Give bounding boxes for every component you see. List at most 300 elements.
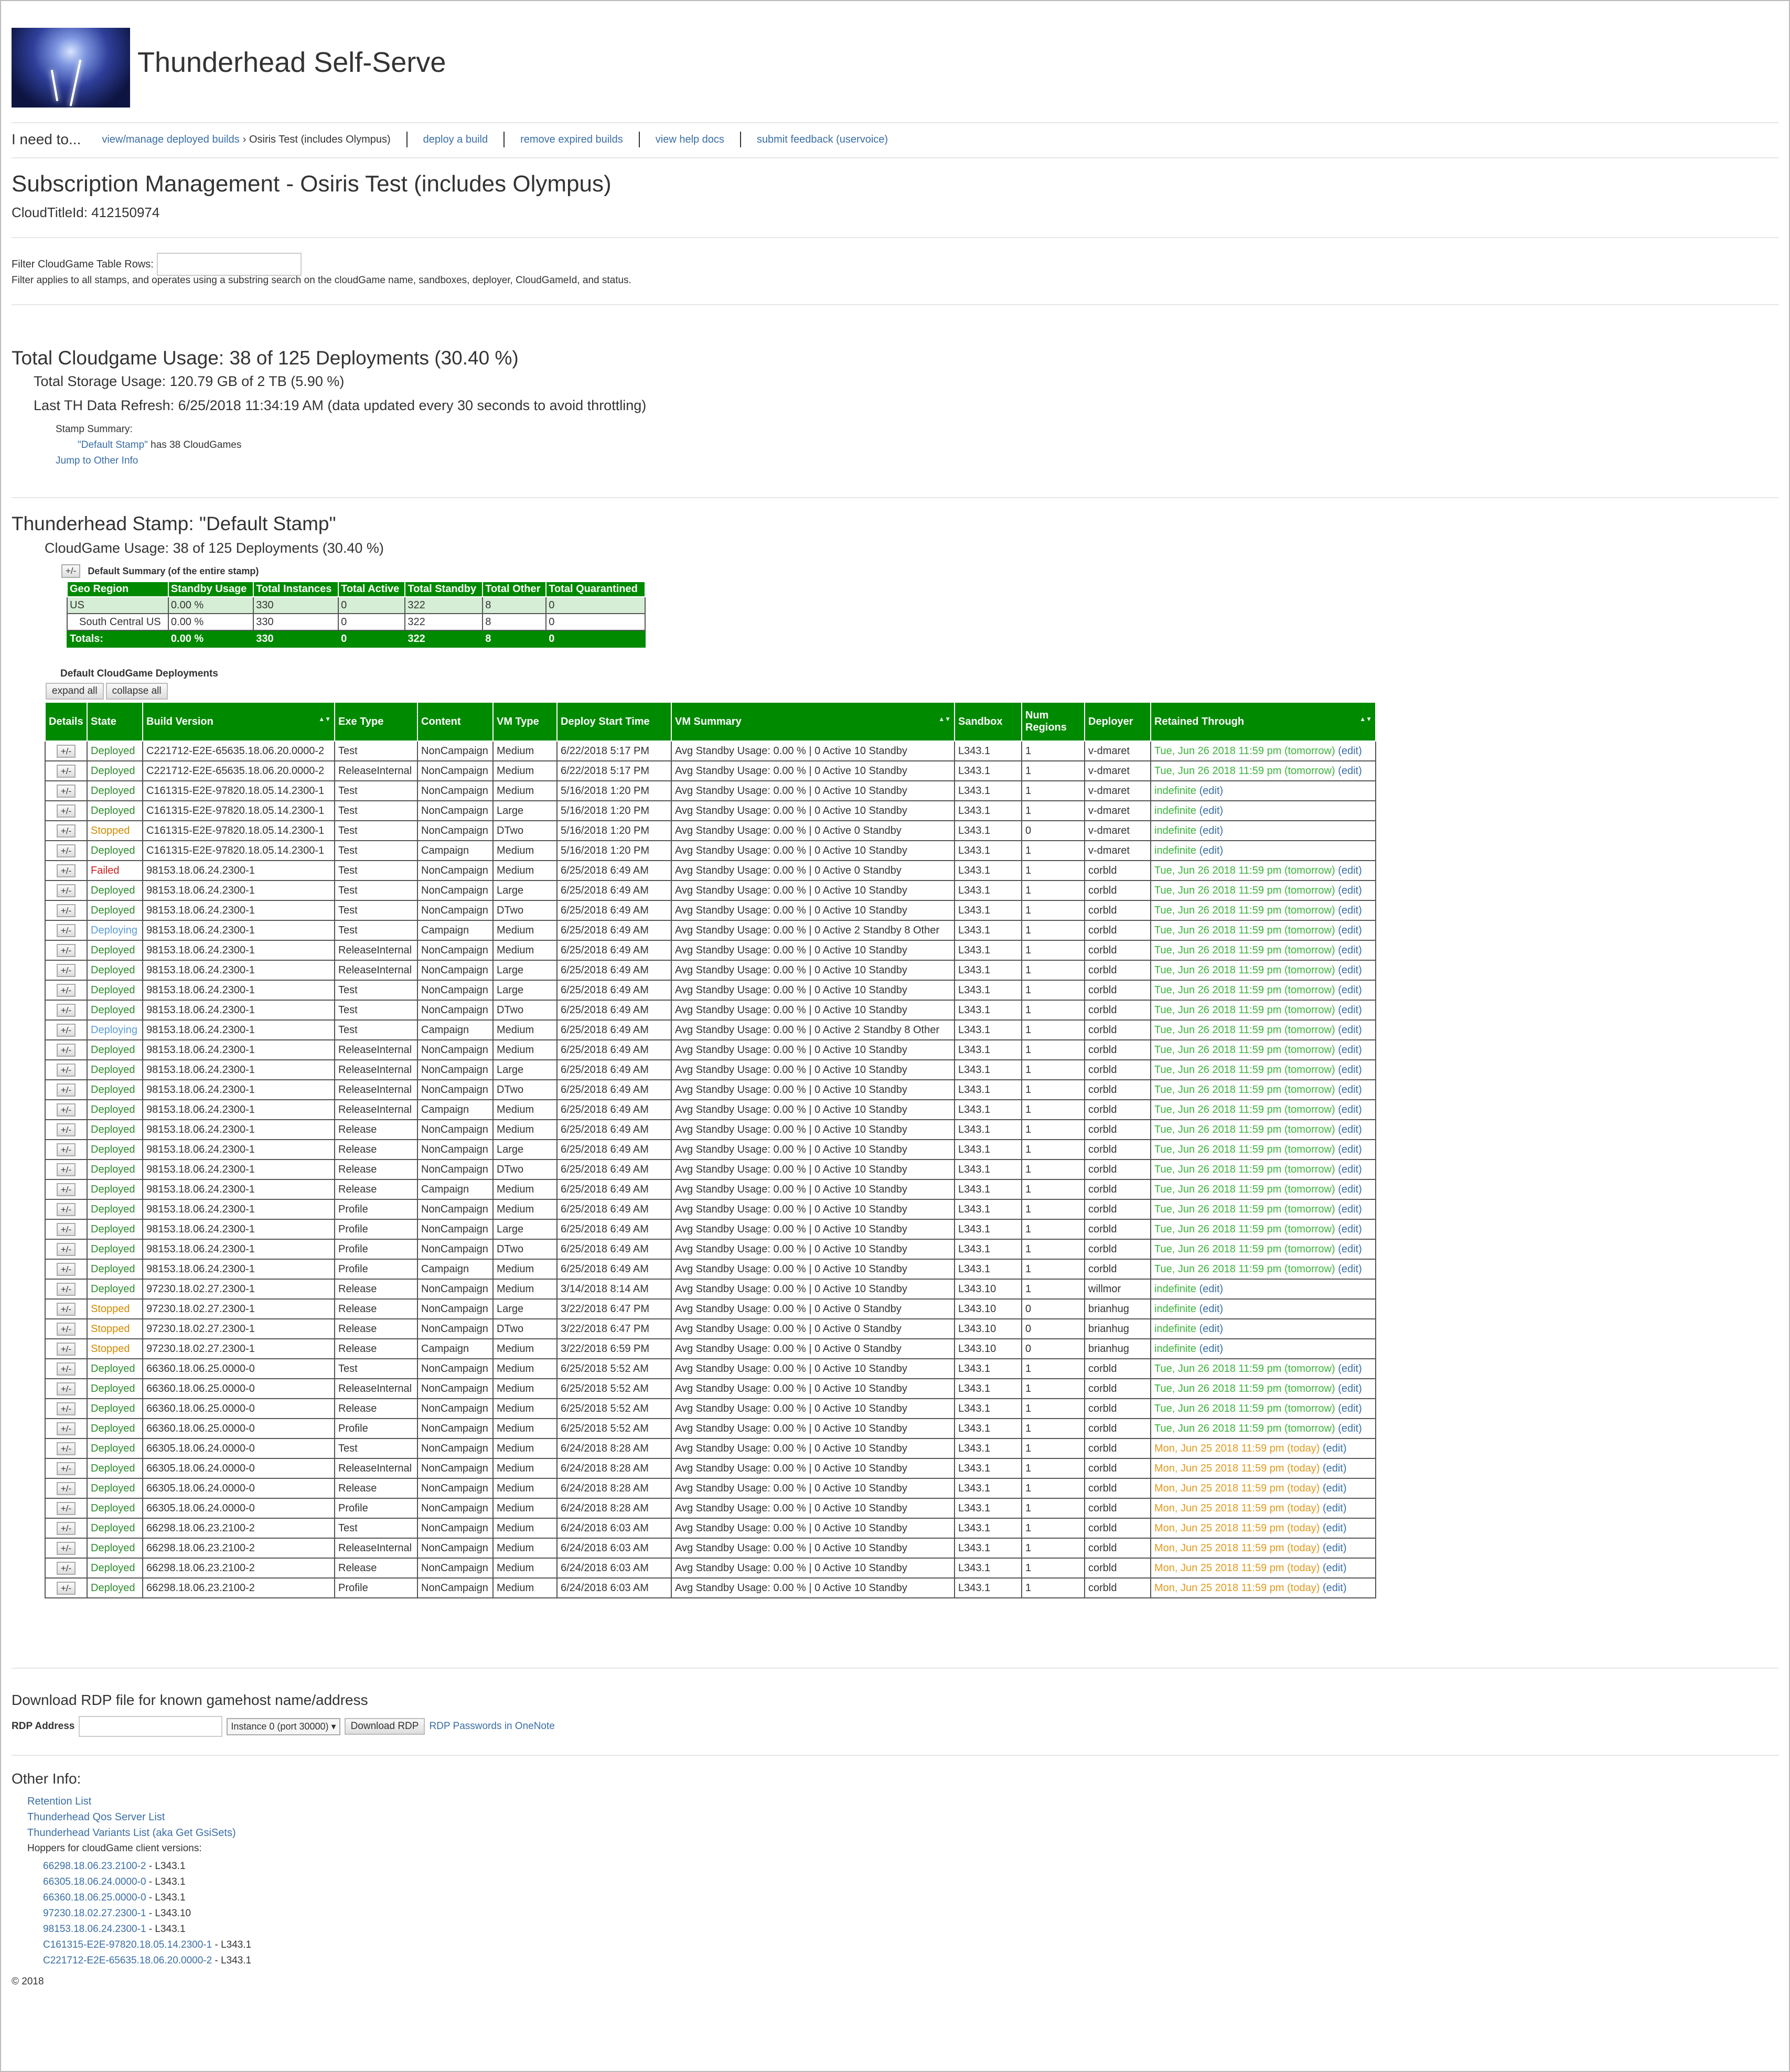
hopper-link[interactable]: 66305.18.06.24.0000-0 (43, 1876, 146, 1887)
retained-cell (1151, 1219, 1376, 1239)
edit-link[interactable]: (edit) (1322, 1582, 1347, 1594)
edit-link[interactable]: (edit) (1322, 1462, 1347, 1474)
row-toggle-button[interactable]: +/- (57, 765, 76, 778)
row-toggle-button[interactable]: +/- (57, 1362, 76, 1376)
details-cell (45, 861, 87, 881)
edit-link[interactable]: (edit) (1199, 824, 1224, 836)
retained-value: indefinite (1154, 1283, 1197, 1295)
exe-type-cell: Profile (335, 1578, 417, 1598)
row-toggle-button[interactable]: +/- (57, 964, 76, 977)
table-row (45, 1179, 1376, 1199)
num-regions-cell: 1 (1022, 1100, 1085, 1120)
build-version-cell: 98153.18.06.24.2300-1 (143, 960, 335, 980)
exe-type-cell: Test (335, 841, 417, 861)
row-toggle-button[interactable]: +/- (57, 1083, 76, 1097)
edit-link[interactable]: (edit) (1338, 1143, 1362, 1155)
row-toggle-button[interactable]: +/- (57, 1024, 76, 1037)
collapse-all-button[interactable]: collapse all (106, 683, 168, 700)
divider (12, 122, 1779, 123)
sandbox-cell: L343.1 (955, 940, 1022, 960)
row-toggle-button[interactable]: +/- (57, 1422, 76, 1435)
sandbox-cell: L343.1 (955, 881, 1022, 900)
row-toggle-button[interactable]: +/- (57, 1203, 76, 1216)
edit-link[interactable]: (edit) (1199, 1323, 1224, 1335)
row-toggle-button[interactable]: +/- (57, 844, 76, 857)
edit-link[interactable]: (edit) (1338, 904, 1362, 916)
exe-type-cell: Release (335, 1339, 417, 1359)
edit-link[interactable]: (edit) (1338, 884, 1362, 896)
rdp-passwords-link[interactable]: RDP Passwords in OneNote (429, 1721, 555, 1732)
edit-link[interactable]: (edit) (1338, 1203, 1362, 1215)
row-toggle-button[interactable]: +/- (57, 1044, 76, 1057)
state-cell: Failed (87, 861, 143, 881)
vm-type-cell: DTwo (493, 900, 557, 920)
summary-cell: 0.00 % (168, 614, 253, 630)
row-toggle-button[interactable]: +/- (57, 1323, 76, 1336)
vm-type-cell: Medium (493, 1419, 557, 1438)
edit-link[interactable]: (edit) (1322, 1442, 1347, 1454)
nav-remove-expired-link[interactable]: remove expired builds (520, 133, 623, 145)
build-version-cell: 66305.18.06.24.0000-0 (143, 1458, 335, 1478)
retained-value: Tue, Jun 26 2018 11:59 pm (tomorrow) (1154, 1163, 1335, 1175)
num-regions-cell: 1 (1022, 1458, 1085, 1478)
num-regions-cell: 1 (1022, 1040, 1085, 1060)
retention-list-link[interactable]: Retention List (27, 1796, 92, 1807)
vm-type-cell: Medium (493, 1359, 557, 1379)
row-toggle-button[interactable]: +/- (57, 824, 76, 838)
nav-feedback-link[interactable]: submit feedback (uservoice) (756, 133, 888, 145)
edit-link[interactable]: (edit) (1199, 1283, 1224, 1295)
table-row (45, 1538, 1376, 1558)
variants-list-link[interactable]: Thunderhead Variants List (aka Get GsiSets) (27, 1827, 236, 1839)
row-toggle-button[interactable]: +/- (57, 864, 76, 877)
column-header[interactable] (557, 702, 671, 741)
retained-cell (1151, 900, 1376, 920)
column-header[interactable] (1151, 702, 1376, 741)
hopper-link[interactable]: 98153.18.06.24.2300-1 (43, 1924, 146, 1935)
hopper-link[interactable]: C221712-E2E-65635.18.06.20.0000-2 (43, 1955, 212, 1966)
deploy-start-cell: 6/25/2018 5:52 AM (557, 1419, 671, 1438)
exe-type-cell: ReleaseInternal (335, 1060, 417, 1080)
row-toggle-button[interactable]: +/- (57, 1303, 76, 1316)
exe-type-cell: Test (335, 1359, 417, 1379)
row-toggle-button[interactable]: +/- (57, 1502, 76, 1515)
edit-link[interactable]: (edit) (1322, 1482, 1347, 1494)
instance-select-value: Instance 0 (port 30000) (231, 1721, 329, 1732)
retained-cell (1151, 1379, 1376, 1399)
exe-type-cell: Release (335, 1120, 417, 1140)
vm-summary-cell: Avg Standby Usage: 0.00 % | 0 Active 10 Standby (671, 1160, 955, 1179)
retained-value: indefinite (1154, 785, 1197, 797)
row-toggle-button[interactable]: +/- (57, 904, 76, 917)
column-header[interactable] (335, 702, 417, 741)
deployer-cell: corbld (1085, 1359, 1151, 1379)
edit-link[interactable]: (edit) (1338, 1402, 1362, 1414)
edit-link[interactable]: (edit) (1199, 844, 1224, 856)
state-cell: Deployed (87, 980, 143, 1000)
filter-input[interactable] (157, 253, 302, 276)
build-version-cell: 98153.18.06.24.2300-1 (143, 1020, 335, 1040)
edit-link[interactable]: (edit) (1338, 1083, 1362, 1096)
num-regions-cell: 1 (1022, 801, 1085, 821)
retained-cell (1151, 1419, 1376, 1438)
row-toggle-button[interactable]: +/- (57, 984, 76, 997)
row-toggle-button[interactable]: +/- (57, 924, 76, 937)
edit-link[interactable]: (edit) (1338, 1064, 1362, 1076)
page-title: Subscription Management - Osiris Test (includes Olympus) (12, 171, 612, 197)
sandbox-cell: L343.1 (955, 1578, 1022, 1598)
deployer-cell: corbld (1085, 1140, 1151, 1160)
details-cell (45, 960, 87, 980)
summary-cell: 0 (546, 630, 645, 647)
build-version-cell: C221712-E2E-65635.18.06.20.0000-2 (143, 761, 335, 781)
column-header[interactable] (1022, 702, 1085, 741)
deploy-start-cell: 6/25/2018 6:49 AM (557, 1160, 671, 1179)
divider (12, 1668, 1779, 1669)
row-toggle-button[interactable]: +/- (57, 1183, 76, 1196)
retained-cell (1151, 1558, 1376, 1578)
vm-summary-cell: Avg Standby Usage: 0.00 % | 0 Active 10 Standby (671, 1379, 955, 1399)
edit-link[interactable]: (edit) (1338, 1103, 1362, 1115)
exe-type-cell: Test (335, 1020, 417, 1040)
edit-link[interactable]: (edit) (1199, 1303, 1224, 1315)
edit-link[interactable]: (edit) (1338, 924, 1362, 936)
table-row (45, 940, 1376, 960)
column-header[interactable] (1085, 702, 1151, 741)
edit-link[interactable]: (edit) (1199, 804, 1224, 817)
retained-cell (1151, 841, 1376, 861)
build-version-cell: 98153.18.06.24.2300-1 (143, 1219, 335, 1239)
vm-summary-cell: Avg Standby Usage: 0.00 % | 0 Active 0 Standby (671, 1299, 955, 1319)
vm-type-cell: Large (493, 801, 557, 821)
sandbox-cell: L343.1 (955, 1359, 1022, 1379)
edit-link[interactable]: (edit) (1338, 984, 1362, 996)
nav-help-docs-link[interactable]: view help docs (655, 133, 724, 145)
edit-link[interactable]: (edit) (1322, 1542, 1347, 1554)
vm-type-cell: Large (493, 1219, 557, 1239)
vm-type-cell: Medium (493, 1478, 557, 1498)
row-toggle-button[interactable]: +/- (57, 884, 76, 897)
download-rdp-button[interactable]: Download RDP (345, 1718, 425, 1735)
row-toggle-button[interactable]: +/- (57, 804, 76, 818)
edit-link[interactable]: (edit) (1338, 1243, 1362, 1255)
sandbox-cell: L343.1 (955, 1558, 1022, 1578)
vm-type-cell: Medium (493, 1518, 557, 1538)
sort-icon: ▲▼ (318, 715, 331, 723)
content-cell: NonCampaign (417, 1458, 493, 1478)
edit-link[interactable]: (edit) (1322, 1522, 1347, 1534)
content-cell: NonCampaign (417, 1060, 493, 1080)
nav-deploy-build-link[interactable]: deploy a build (423, 133, 488, 145)
exe-type-cell: Profile (335, 1219, 417, 1239)
edit-link[interactable]: (edit) (1338, 1044, 1362, 1056)
vm-summary-cell: Avg Standby Usage: 0.00 % | 0 Active 10 Standby (671, 761, 955, 781)
vm-summary-cell: Avg Standby Usage: 0.00 % | 0 Active 10 Standby (671, 781, 955, 801)
nav-separator (503, 132, 505, 147)
details-cell (45, 781, 87, 801)
edit-link[interactable]: (edit) (1338, 1263, 1362, 1275)
hopper-link[interactable]: 66360.18.06.25.0000-0 (43, 1892, 146, 1903)
table-row (45, 881, 1376, 900)
edit-link[interactable]: (edit) (1338, 1362, 1362, 1375)
sandbox-cell: L343.1 (955, 900, 1022, 920)
edit-link[interactable]: (edit) (1338, 864, 1362, 876)
details-cell (45, 920, 87, 940)
column-header[interactable] (493, 702, 557, 741)
column-header-label: Num Regions (1025, 710, 1067, 733)
summary-cell: 0.00 % (168, 630, 253, 647)
row-toggle-button[interactable]: +/- (57, 1243, 76, 1256)
instance-select[interactable] (227, 1718, 340, 1735)
vm-summary-cell: Avg Standby Usage: 0.00 % | 0 Active 10 Standby (671, 1538, 955, 1558)
retained-cell (1151, 1518, 1376, 1538)
state-cell: Deployed (87, 1160, 143, 1179)
summary-cell: 0 (338, 614, 405, 630)
num-regions-cell: 0 (1022, 821, 1085, 841)
row-toggle-button[interactable]: +/- (57, 745, 76, 758)
deploy-start-cell: 6/25/2018 6:49 AM (557, 1219, 671, 1239)
details-cell (45, 1558, 87, 1578)
content-cell: NonCampaign (417, 980, 493, 1000)
details-cell (45, 1419, 87, 1438)
column-header[interactable] (143, 702, 335, 741)
row-toggle-button[interactable]: +/- (57, 1482, 76, 1495)
exe-type-cell: Test (335, 741, 417, 761)
hopper-sandbox: - L343.1 (212, 1939, 252, 1950)
summary-totals-row (67, 630, 645, 647)
row-toggle-button[interactable]: +/- (57, 1064, 76, 1077)
column-header[interactable] (671, 702, 955, 741)
edit-link[interactable]: (edit) (1338, 1382, 1362, 1394)
edit-link[interactable]: (edit) (1338, 1183, 1362, 1195)
table-row (45, 1199, 1376, 1219)
retained-value: Tue, Jun 26 2018 11:59 pm (tomorrow) (1154, 944, 1335, 956)
num-regions-cell: 1 (1022, 1419, 1085, 1438)
row-toggle-button[interactable]: +/- (57, 1223, 76, 1236)
column-header-label: Exe Type (338, 715, 384, 727)
row-toggle-button[interactable]: +/- (57, 944, 76, 957)
deploy-start-cell: 6/25/2018 6:49 AM (557, 980, 671, 1000)
deployer-cell: v-dmaret (1085, 781, 1151, 801)
edit-link[interactable]: (edit) (1322, 1502, 1347, 1514)
hopper-sandbox: - L343.1 (146, 1861, 186, 1872)
details-cell (45, 1478, 87, 1498)
edit-link[interactable]: (edit) (1338, 1422, 1362, 1434)
summary-cell: 8 (483, 614, 546, 630)
deployer-cell: corbld (1085, 900, 1151, 920)
state-cell: Deployed (87, 1478, 143, 1498)
vm-type-cell: Medium (493, 741, 557, 761)
row-toggle-button[interactable]: +/- (57, 1542, 76, 1555)
row-toggle-button[interactable]: +/- (57, 1263, 76, 1276)
num-regions-cell: 1 (1022, 761, 1085, 781)
exe-type-cell: Test (335, 821, 417, 841)
retained-value: Tue, Jun 26 2018 11:59 pm (tomorrow) (1154, 964, 1335, 976)
retained-value: Tue, Jun 26 2018 11:59 pm (tomorrow) (1154, 1103, 1335, 1115)
edit-link[interactable]: (edit) (1199, 1343, 1224, 1355)
deploy-start-cell: 6/25/2018 6:49 AM (557, 1140, 671, 1160)
build-version-cell: 98153.18.06.24.2300-1 (143, 1160, 335, 1179)
content-cell: NonCampaign (417, 1299, 493, 1319)
table-row (45, 1359, 1376, 1379)
state-cell: Deployed (87, 960, 143, 980)
jump-other-info-link[interactable]: Jump to Other Info (56, 455, 138, 466)
row-toggle-button[interactable]: +/- (57, 1462, 76, 1475)
content-cell: NonCampaign (417, 861, 493, 881)
vm-summary-cell: Avg Standby Usage: 0.00 % | 0 Active 10 Standby (671, 1219, 955, 1239)
details-cell (45, 1199, 87, 1219)
exe-type-cell: ReleaseInternal (335, 960, 417, 980)
stamp-count: has 38 CloudGames (147, 439, 242, 450)
build-version-cell: 98153.18.06.24.2300-1 (143, 1120, 335, 1140)
table-row (45, 1140, 1376, 1160)
details-cell (45, 1120, 87, 1140)
sandbox-cell: L343.1 (955, 1000, 1022, 1020)
vm-type-cell: Medium (493, 861, 557, 881)
sandbox-cell: L343.1 (955, 861, 1022, 881)
row-toggle-button[interactable]: +/- (57, 1343, 76, 1356)
row-toggle-button[interactable]: +/- (57, 1103, 76, 1116)
stamp-link[interactable]: "Default Stamp" (78, 439, 148, 450)
vm-summary-cell: Avg Standby Usage: 0.00 % | 0 Active 10 Standby (671, 1199, 955, 1219)
details-cell (45, 1379, 87, 1399)
exe-type-cell: Test (335, 781, 417, 801)
hopper-link[interactable]: 66298.18.06.23.2100-2 (43, 1861, 146, 1872)
expand-all-button[interactable]: expand all (46, 683, 104, 700)
retained-value: Tue, Jun 26 2018 11:59 pm (tomorrow) (1154, 1123, 1335, 1135)
column-header[interactable] (87, 702, 143, 741)
row-toggle-button[interactable]: +/- (57, 1123, 76, 1136)
sandbox-cell: L343.1 (955, 1538, 1022, 1558)
column-header[interactable] (45, 702, 87, 741)
nav-view-manage-link[interactable]: view/manage deployed builds (102, 133, 240, 145)
edit-link[interactable]: (edit) (1338, 765, 1362, 777)
num-regions-cell: 1 (1022, 900, 1085, 920)
retained-cell (1151, 821, 1376, 841)
build-version-cell: 98153.18.06.24.2300-1 (143, 940, 335, 960)
deployer-cell: willmor (1085, 1279, 1151, 1299)
edit-link[interactable]: (edit) (1338, 944, 1362, 956)
state-cell: Stopped (87, 1299, 143, 1319)
state-cell: Deployed (87, 1179, 143, 1199)
edit-link[interactable]: (edit) (1338, 1163, 1362, 1175)
summary-cell: 330 (253, 630, 338, 647)
row-toggle-button[interactable]: +/- (57, 1004, 76, 1017)
details-cell (45, 1100, 87, 1120)
hopper-link[interactable]: 97230.18.02.27.2300-1 (43, 1908, 146, 1919)
retained-value: Tue, Jun 26 2018 11:59 pm (tomorrow) (1154, 1044, 1335, 1056)
row-toggle-button[interactable]: +/- (57, 1143, 76, 1156)
exe-type-cell: ReleaseInternal (335, 1040, 417, 1060)
vm-summary-cell: Avg Standby Usage: 0.00 % | 0 Active 10 Standby (671, 1040, 955, 1060)
summary-col-header: Geo Region (67, 582, 168, 597)
deploy-start-cell: 6/25/2018 6:49 AM (557, 861, 671, 881)
retained-value: Tue, Jun 26 2018 11:59 pm (tomorrow) (1154, 1004, 1335, 1016)
vm-type-cell: Medium (493, 1259, 557, 1279)
details-cell (45, 1140, 87, 1160)
vm-type-cell: Medium (493, 1379, 557, 1399)
qos-server-list-link[interactable]: Thunderhead Qos Server List (27, 1811, 165, 1823)
hopper-sandbox: - L343.1 (212, 1955, 252, 1966)
table-row (45, 1339, 1376, 1359)
deploy-start-cell: 6/25/2018 6:49 AM (557, 960, 671, 980)
retained-value: indefinite (1154, 844, 1197, 856)
sandbox-cell: L343.1 (955, 960, 1022, 980)
vm-type-cell: Medium (493, 1279, 557, 1299)
deployer-cell: corbld (1085, 1199, 1151, 1219)
edit-link[interactable]: (edit) (1338, 745, 1362, 757)
edit-link[interactable]: (edit) (1338, 1123, 1362, 1135)
details-cell (45, 900, 87, 920)
exe-type-cell: ReleaseInternal (335, 1100, 417, 1120)
row-toggle-button[interactable]: +/- (57, 1582, 76, 1595)
summary-col-header: Total Quarantined (546, 582, 645, 597)
table-row (45, 1518, 1376, 1538)
row-toggle-button[interactable]: +/- (57, 1522, 76, 1535)
sandbox-cell: L343.1 (955, 1478, 1022, 1498)
edit-link[interactable]: (edit) (1199, 785, 1224, 797)
vm-summary-cell: Avg Standby Usage: 0.00 % | 0 Active 10 Standby (671, 1259, 955, 1279)
row-toggle-button[interactable]: +/- (57, 1163, 76, 1176)
deployer-cell: corbld (1085, 1000, 1151, 1020)
column-header[interactable] (417, 702, 493, 741)
deploy-start-cell: 6/25/2018 6:49 AM (557, 900, 671, 920)
edit-link[interactable]: (edit) (1338, 1024, 1362, 1036)
vm-summary-cell: Avg Standby Usage: 0.00 % | 0 Active 10 Standby (671, 1518, 955, 1538)
num-regions-cell: 1 (1022, 1239, 1085, 1259)
summary-toggle-button[interactable]: +/- (61, 564, 80, 578)
deployer-cell: corbld (1085, 1518, 1151, 1538)
row-toggle-button[interactable]: +/- (57, 1442, 76, 1455)
retained-cell (1151, 1458, 1376, 1478)
summary-cell: 8 (483, 630, 546, 647)
build-version-cell: 66298.18.06.23.2100-2 (143, 1518, 335, 1538)
stamp-summary-label: Stamp Summary: (56, 424, 133, 435)
row-toggle-button[interactable]: +/- (57, 1283, 76, 1296)
deploy-start-cell: 3/22/2018 6:47 PM (557, 1299, 671, 1319)
deploy-start-cell: 6/25/2018 6:49 AM (557, 1179, 671, 1199)
state-cell: Deployed (87, 1000, 143, 1020)
edit-link[interactable]: (edit) (1338, 1004, 1362, 1016)
row-toggle-button[interactable]: +/- (57, 785, 76, 798)
column-header-label: VM Type (497, 715, 539, 727)
edit-link[interactable]: (edit) (1322, 1562, 1347, 1574)
exe-type-cell: Release (335, 1140, 417, 1160)
retained-value: Tue, Jun 26 2018 11:59 pm (tomorrow) (1154, 745, 1335, 757)
summary-cell: 0 (546, 614, 645, 630)
deployer-cell: v-dmaret (1085, 821, 1151, 841)
table-row (45, 1160, 1376, 1179)
retained-cell (1151, 1399, 1376, 1419)
row-toggle-button[interactable]: +/- (57, 1562, 76, 1575)
column-header[interactable] (955, 702, 1022, 741)
deployer-cell: brianhug (1085, 1319, 1151, 1339)
deploy-start-cell: 6/24/2018 6:03 AM (557, 1558, 671, 1578)
deployer-cell: corbld (1085, 980, 1151, 1000)
hopper-link[interactable]: C161315-E2E-97820.18.05.14.2300-1 (43, 1939, 212, 1950)
row-toggle-button[interactable]: +/- (57, 1382, 76, 1395)
edit-link[interactable]: (edit) (1338, 964, 1362, 976)
summary-cell: 0 (338, 630, 405, 647)
deployer-cell: brianhug (1085, 1299, 1151, 1319)
edit-link[interactable]: (edit) (1338, 1223, 1362, 1235)
vm-type-cell: Medium (493, 1020, 557, 1040)
row-toggle-button[interactable]: +/- (57, 1402, 76, 1415)
retained-cell (1151, 1279, 1376, 1299)
rdp-address-input[interactable] (79, 1716, 222, 1737)
state-cell: Deployed (87, 1199, 143, 1219)
content-cell: Campaign (417, 1259, 493, 1279)
